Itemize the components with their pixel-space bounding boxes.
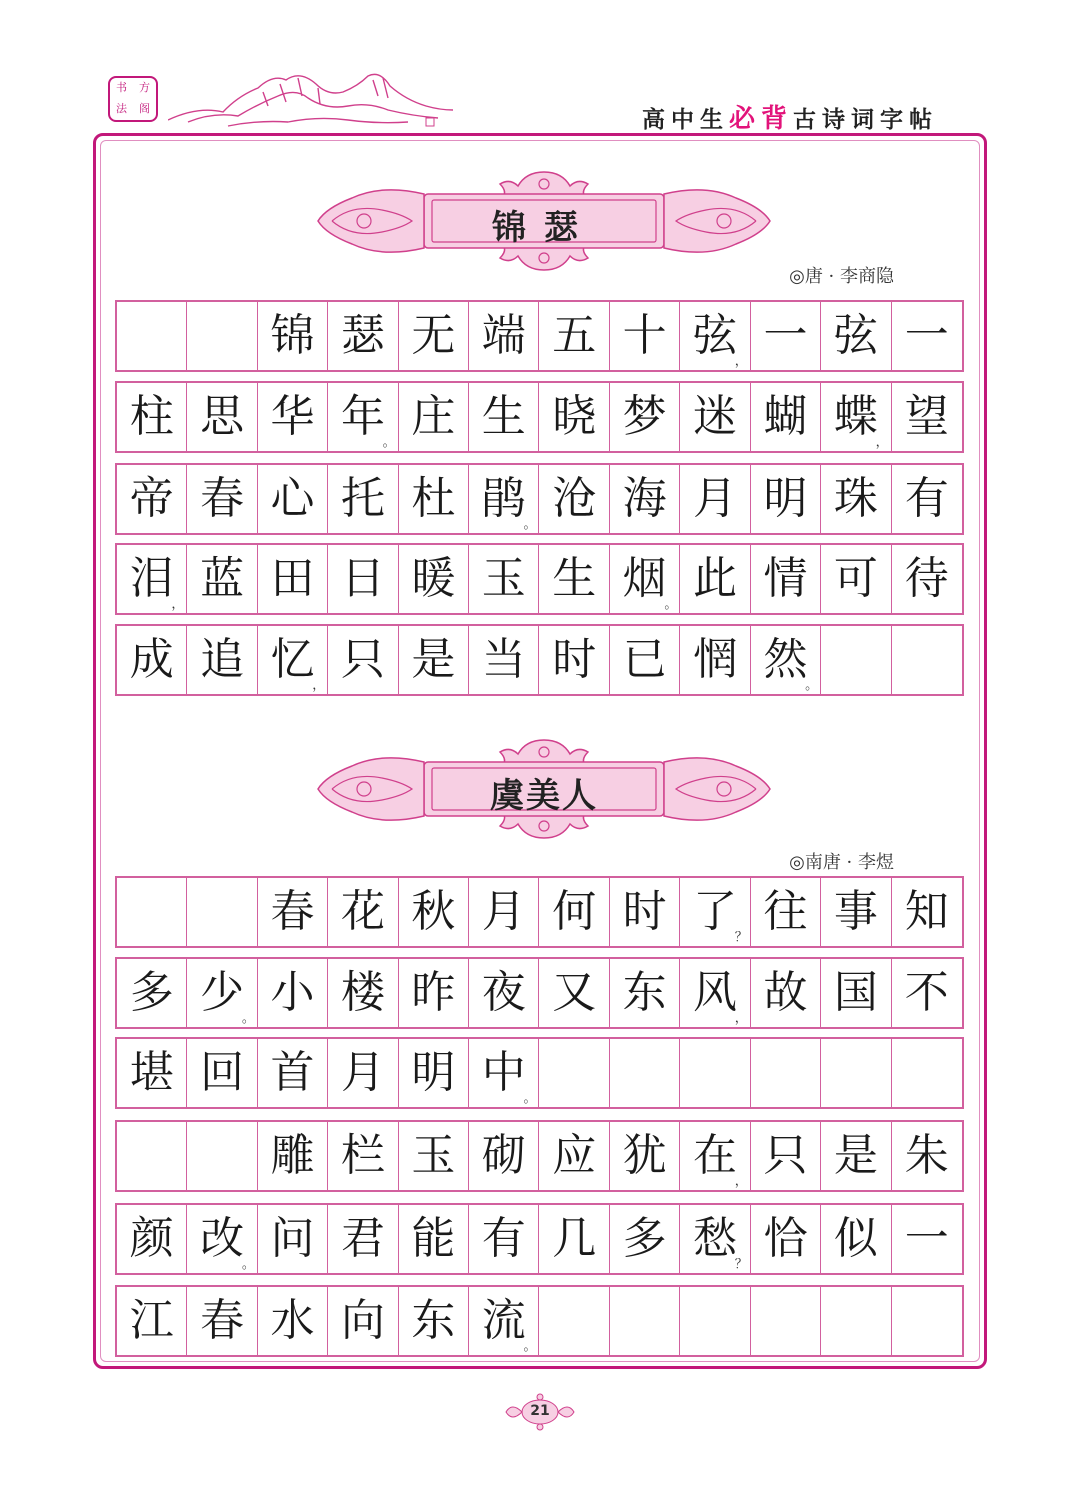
grid-cell [539,302,609,370]
grid-cell [187,1039,257,1107]
grid-cell [751,1122,821,1190]
grid-cell [469,302,539,370]
cell-character: 已 [622,634,667,685]
grid-cell [680,383,750,451]
cell-character: 田 [270,553,315,604]
cell-character: 十 [622,310,667,361]
cell-character: 望 [904,391,949,442]
cell-character: 只 [763,1130,808,1181]
grid-cell [539,1287,609,1355]
book-title-pre: 高中生 [641,107,729,133]
grid-cell [821,383,891,451]
cell-character: 柱 [129,391,174,442]
grid-cell [539,465,609,533]
cell-character: 烟 [622,553,667,604]
cell-character: 君 [340,1213,385,1264]
cell-character: 端 [481,310,526,361]
cell-character: 知 [904,886,949,937]
grid-cell [328,383,398,451]
grid-cell [610,1122,680,1190]
grid-cell [117,1039,187,1107]
grid-cell [751,545,821,613]
cell-character: 托 [340,473,385,524]
grid-cell [399,1122,469,1190]
cell-punctuation: 。 [523,517,537,532]
grid-cell [258,545,328,613]
grid-cell [258,302,328,370]
grid-cell [258,383,328,451]
grid-cell [680,878,750,946]
grid-row [115,1285,964,1357]
book-title-post: 古诗词字帖 [793,107,938,133]
grid-cell [892,383,962,451]
grid-cell [892,302,962,370]
grid-cell [610,1287,680,1355]
grid-cell [187,626,257,694]
cell-character: 回 [200,1047,245,1098]
cell-character: 夜 [481,967,526,1018]
cell-character: 时 [622,886,667,937]
cell-character: 一 [904,1213,949,1264]
grid-cell [680,465,750,533]
cell-character: 砌 [481,1130,526,1181]
cell-character: 月 [481,886,526,937]
cell-character: 泪 [129,553,174,604]
cell-character: 中 [481,1047,526,1098]
cell-character: 多 [622,1213,667,1264]
grid-cell [610,959,680,1027]
grid-cell [680,626,750,694]
cell-character: 愁 [693,1213,738,1264]
grid-row [115,876,964,948]
grid-cell [328,465,398,533]
grid-cell [821,1039,891,1107]
cell-character: 梦 [622,391,667,442]
cell-punctuation: ？ [734,930,748,945]
grid-cell [751,465,821,533]
grid-cell [469,465,539,533]
grid-cell [187,383,257,451]
cell-character: 是 [411,634,456,685]
cell-character: 故 [763,967,808,1018]
grid-row [115,300,964,372]
cell-character: 东 [622,967,667,1018]
grid-cell [328,878,398,946]
cell-character: 日 [340,553,385,604]
grid-cell [187,545,257,613]
grid-cell [821,959,891,1027]
grid-cell [539,878,609,946]
cell-character: 一 [904,310,949,361]
cell-character: 弦 [693,310,738,361]
cell-character: 楼 [340,967,385,1018]
grid-cell [539,959,609,1027]
grid-cell [328,626,398,694]
cell-character: 锦 [270,310,315,361]
cell-punctuation: ？ [734,1257,748,1272]
cell-character: 少 [200,967,245,1018]
grid-cell [328,1287,398,1355]
mountain-decoration [168,66,453,132]
grid-cell [892,1039,962,1107]
grid-row [115,381,964,453]
cell-character: 江 [129,1295,174,1346]
grid-row [115,1203,964,1275]
grid-cell [187,1287,257,1355]
grid-cell [399,545,469,613]
grid-cell [258,1122,328,1190]
cell-character: 帝 [129,473,174,524]
grid-cell [328,959,398,1027]
cell-character: 海 [622,473,667,524]
cell-character: 鹃 [481,473,526,524]
cell-character: 雕 [270,1130,315,1181]
cell-character: 年 [340,391,385,442]
cell-character: 成 [129,634,174,685]
grid-cell [328,1039,398,1107]
cell-character: 有 [904,473,949,524]
grid-cell [680,959,750,1027]
cell-character: 瑟 [340,310,385,361]
grid-row [115,1120,964,1192]
cell-character: 蝴 [763,391,808,442]
cell-character: 水 [270,1295,315,1346]
cell-character: 沧 [552,473,597,524]
grid-cell [610,626,680,694]
grid-cell [680,302,750,370]
cell-character: 问 [270,1213,315,1264]
grid-cell [751,878,821,946]
grid-cell [187,302,257,370]
cell-character: 在 [693,1130,738,1181]
grid-cell [751,1205,821,1273]
cell-character: 忆 [270,634,315,685]
grid-cell [117,545,187,613]
cell-character: 惘 [693,634,738,685]
poem-title: 虞美人 [490,776,598,816]
cell-punctuation: ， [734,354,748,369]
cell-character: 追 [200,634,245,685]
grid-cell [892,626,962,694]
grid-cell [399,1039,469,1107]
cell-character: 犹 [622,1130,667,1181]
cell-character: 蓝 [200,553,245,604]
poem-author: ◎唐 · 李商隐 [789,266,894,287]
cell-character: 一 [763,310,808,361]
grid-cell [469,1039,539,1107]
grid-cell [680,1122,750,1190]
cell-punctuation: 。 [523,1091,537,1106]
grid-cell [328,302,398,370]
cell-character: 晓 [552,391,597,442]
grid-cell [751,383,821,451]
grid-cell [469,545,539,613]
cell-character: 然 [763,634,808,685]
cell-character: 此 [693,553,738,604]
grid-cell [892,545,962,613]
cell-character: 月 [693,473,738,524]
cell-character: 是 [833,1130,878,1181]
grid-cell [751,302,821,370]
grid-cell [680,545,750,613]
grid-cell [258,465,328,533]
grid-cell [187,959,257,1027]
grid-cell [187,1205,257,1273]
cell-character: 生 [481,391,526,442]
poem-title-plaque [312,736,776,842]
cell-character: 月 [340,1047,385,1098]
cell-punctuation: ， [171,597,185,612]
cell-character: 无 [411,310,456,361]
cell-character: 国 [833,967,878,1018]
poem-title: 锦瑟 [492,208,596,248]
cell-punctuation: 。 [664,597,678,612]
grid-cell [610,878,680,946]
cell-punctuation: 。 [241,1011,255,1026]
grid-cell [539,1205,609,1273]
cell-character: 情 [763,553,808,604]
grid-cell [258,626,328,694]
cell-character: 恰 [763,1213,808,1264]
logo-char: 方 [139,81,150,94]
cell-punctuation: 。 [241,1257,255,1272]
cell-character: 风 [693,967,738,1018]
grid-cell [821,1287,891,1355]
grid-cell [469,1205,539,1273]
grid-cell [821,1122,891,1190]
grid-cell [821,626,891,694]
cell-character: 何 [552,886,597,937]
cell-punctuation: ， [734,1011,748,1026]
logo-char: 阁 [139,102,150,115]
grid-cell [117,959,187,1027]
book-title-highlight: 必背 [728,104,793,134]
grid-cell [539,545,609,613]
grid-cell [117,465,187,533]
grid-cell [469,1287,539,1355]
cell-character: 花 [340,886,385,937]
cell-punctuation: ， [312,678,326,693]
grid-cell [258,878,328,946]
grid-cell [328,1122,398,1190]
grid-cell [821,302,891,370]
cell-punctuation: ， [734,1174,748,1189]
cell-character: 往 [763,886,808,937]
grid-cell [610,383,680,451]
grid-cell [117,1122,187,1190]
grid-cell [610,545,680,613]
cell-character: 暖 [411,553,456,604]
cell-character: 思 [200,391,245,442]
cell-character: 珠 [833,473,878,524]
cell-character: 东 [411,1295,456,1346]
cell-character: 向 [340,1295,385,1346]
cell-punctuation: 。 [382,435,396,450]
poem-author: ◎南唐 · 李煜 [789,852,894,873]
grid-cell [469,878,539,946]
grid-cell [117,302,187,370]
grid-cell [892,1205,962,1273]
cell-character: 能 [411,1213,456,1264]
grid-cell [117,878,187,946]
cell-character: 春 [200,1295,245,1346]
poem-title-plaque [312,168,776,274]
cell-character: 蝶 [833,391,878,442]
grid-cell [399,465,469,533]
cell-character: 秋 [411,886,456,937]
grid-cell [399,959,469,1027]
cell-character: 又 [552,967,597,1018]
book-title [642,98,938,135]
cell-punctuation: 。 [523,1339,537,1354]
cell-character: 弦 [833,310,878,361]
grid-cell [539,626,609,694]
cell-character: 堪 [129,1047,174,1098]
cell-character: 改 [200,1213,245,1264]
cell-character: 春 [270,886,315,937]
grid-cell [328,545,398,613]
cell-character: 小 [270,967,315,1018]
cell-character: 杜 [411,473,456,524]
grid-cell [892,959,962,1027]
grid-cell [539,1122,609,1190]
grid-cell [610,465,680,533]
cell-character: 不 [904,967,949,1018]
cell-character: 玉 [481,553,526,604]
grid-cell [187,1122,257,1190]
grid-cell [539,383,609,451]
grid-cell [187,465,257,533]
cell-character: 似 [833,1213,878,1264]
cell-character: 五 [552,310,597,361]
grid-cell [469,1122,539,1190]
cell-character: 时 [552,634,597,685]
grid-cell [117,1287,187,1355]
grid-cell [399,302,469,370]
grid-cell [399,1287,469,1355]
cell-character: 多 [129,967,174,1018]
logo-char: 书 [116,81,127,94]
cell-character: 心 [270,473,315,524]
grid-cell [821,465,891,533]
grid-row [115,624,964,696]
grid-cell [610,1205,680,1273]
grid-row [115,957,964,1029]
grid-cell [892,465,962,533]
grid-cell [258,1039,328,1107]
page-number-badge [504,1392,576,1432]
grid-cell [399,383,469,451]
cell-character: 春 [200,473,245,524]
cell-character: 有 [481,1213,526,1264]
cell-character: 昨 [411,967,456,1018]
cell-character: 流 [481,1295,526,1346]
cell-character: 待 [904,553,949,604]
grid-cell [680,1039,750,1107]
cell-character: 明 [411,1047,456,1098]
cell-character: 迷 [693,391,738,442]
grid-row [115,1037,964,1109]
cell-character: 明 [763,473,808,524]
logo-char: 法 [116,102,127,115]
grid-cell [187,878,257,946]
cell-character: 应 [552,1130,597,1181]
grid-cell [821,545,891,613]
cell-character: 华 [270,391,315,442]
page-number: 21 [530,1403,550,1419]
grid-cell [751,1039,821,1107]
cell-character: 只 [340,634,385,685]
cell-punctuation: ， [875,435,889,450]
cell-character: 朱 [904,1130,949,1181]
grid-cell [821,878,891,946]
grid-cell [751,1287,821,1355]
publisher-logo [108,76,158,122]
cell-character: 几 [552,1213,597,1264]
grid-cell [258,959,328,1027]
cell-character: 当 [481,634,526,685]
grid-cell [892,1122,962,1190]
grid-cell [117,1205,187,1273]
grid-cell [610,302,680,370]
cell-character: 了 [693,886,738,937]
grid-cell [117,626,187,694]
grid-row [115,463,964,535]
cell-character: 首 [270,1047,315,1098]
grid-cell [892,1287,962,1355]
grid-cell [399,878,469,946]
grid-cell [610,1039,680,1107]
grid-cell [751,959,821,1027]
grid-cell [539,1039,609,1107]
cell-character: 玉 [411,1130,456,1181]
grid-cell [892,878,962,946]
cell-character: 庄 [411,391,456,442]
cell-character: 颜 [129,1213,174,1264]
grid-cell [399,626,469,694]
grid-cell [258,1287,328,1355]
grid-cell [751,626,821,694]
grid-cell [399,1205,469,1273]
grid-cell [328,1205,398,1273]
grid-cell [821,1205,891,1273]
grid-cell [680,1205,750,1273]
cell-character: 可 [833,553,878,604]
grid-row [115,543,964,615]
cell-punctuation: 。 [805,678,819,693]
grid-cell [258,1205,328,1273]
cell-character: 栏 [340,1130,385,1181]
grid-cell [469,626,539,694]
grid-cell [117,383,187,451]
cell-character: 事 [833,886,878,937]
grid-cell [469,959,539,1027]
grid-cell [680,1287,750,1355]
grid-cell [469,383,539,451]
cell-character: 生 [552,553,597,604]
